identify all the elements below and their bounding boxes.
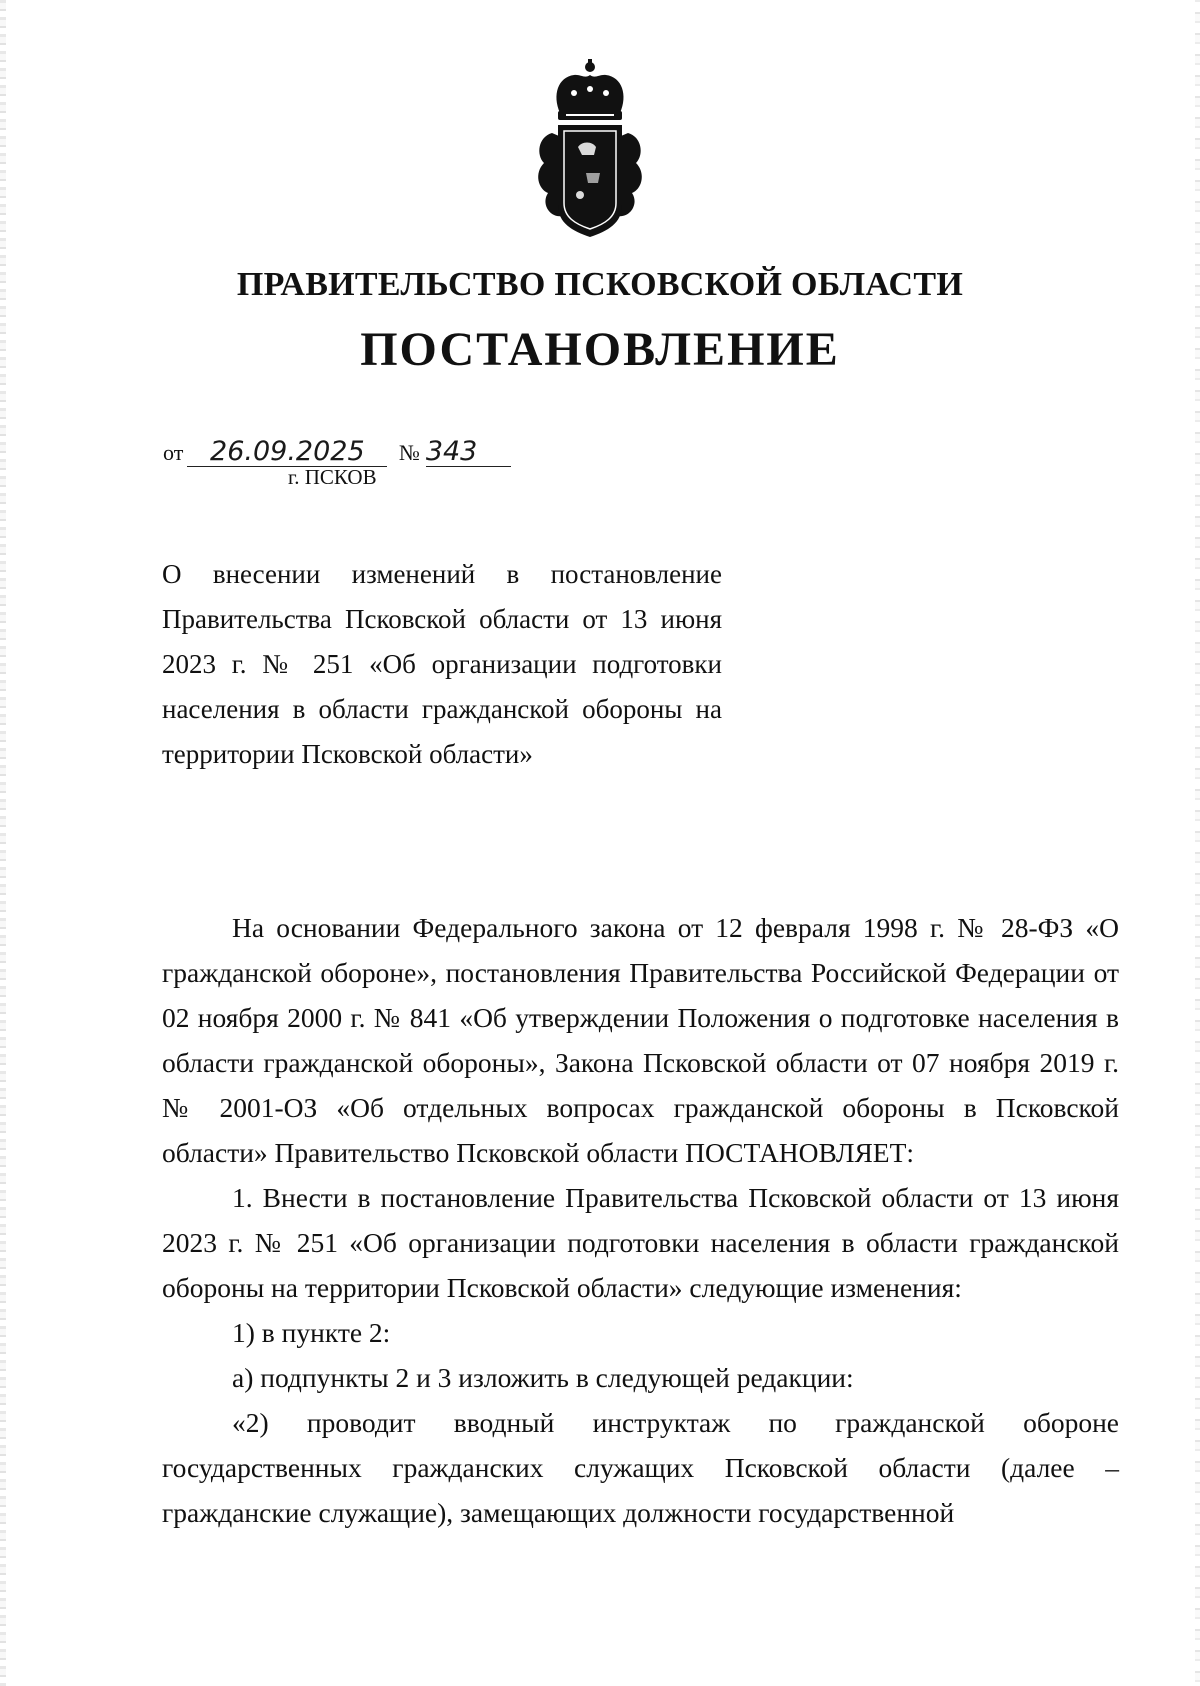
document-subject: О внесении изменений в постановление Правительства Псковской области от 13 июня 2023 г. № 251 «Об организации подготовки населения в области гражданской обороны на территории Псковской области» <box>162 559 722 769</box>
number-prefix: № <box>398 440 420 465</box>
document-number: 343 <box>426 438 511 467</box>
body-paragraph: 1) в пункте 2: <box>232 1317 391 1348</box>
document-date: 26.09.2025 <box>187 438 387 467</box>
date-prefix: от <box>163 440 184 465</box>
city: г. ПСКОВ <box>288 465 377 489</box>
document-type: ПОСТАНОВЛЕНИЕ <box>360 323 840 376</box>
body-paragraph: «2) проводит вводный инструктаж по гражданской обороне государственных гражданских служащих Псковской области (далее – гражданские служащие), замещающих должности государственной <box>162 1407 1119 1528</box>
document-body <box>162 905 1119 1535</box>
issuing-authority: ПРАВИТЕЛЬСТВО ПСКОВСКОЙ ОБЛАСТИ <box>236 266 964 303</box>
body-paragraph: На основании Федерального закона от 12 февраля 1998 г. № 28-ФЗ «О гражданской обороне», постановления Правительства Российской Федерации от 02 ноября 2000 г. № 841 «Об утверждении Положения о подготовке населения в области гражданской обороны», Закона Псковской области от 07 ноября 2019 г. № 2001-ОЗ «Об отдельных вопросах гражданской обороны в Псковской области» Правительство Псковской области ПОСТАНОВЛЯЕТ: <box>162 912 1119 1168</box>
body-paragraph: 1. Внести в постановление Правительства Псковской области от 13 июня 2023 г. № 251 «Об организации подготовки населения в области гражданской обороны на территории Псковской области» следующие изменения: <box>162 1182 1119 1303</box>
scan-edge-right <box>1195 0 1200 1686</box>
coat-of-arms-icon <box>530 55 650 240</box>
scan-edge-left <box>0 0 6 1686</box>
date-number-line <box>163 438 511 467</box>
body-paragraph: а) подпункты 2 и 3 изложить в следующей редакции: <box>232 1362 854 1393</box>
